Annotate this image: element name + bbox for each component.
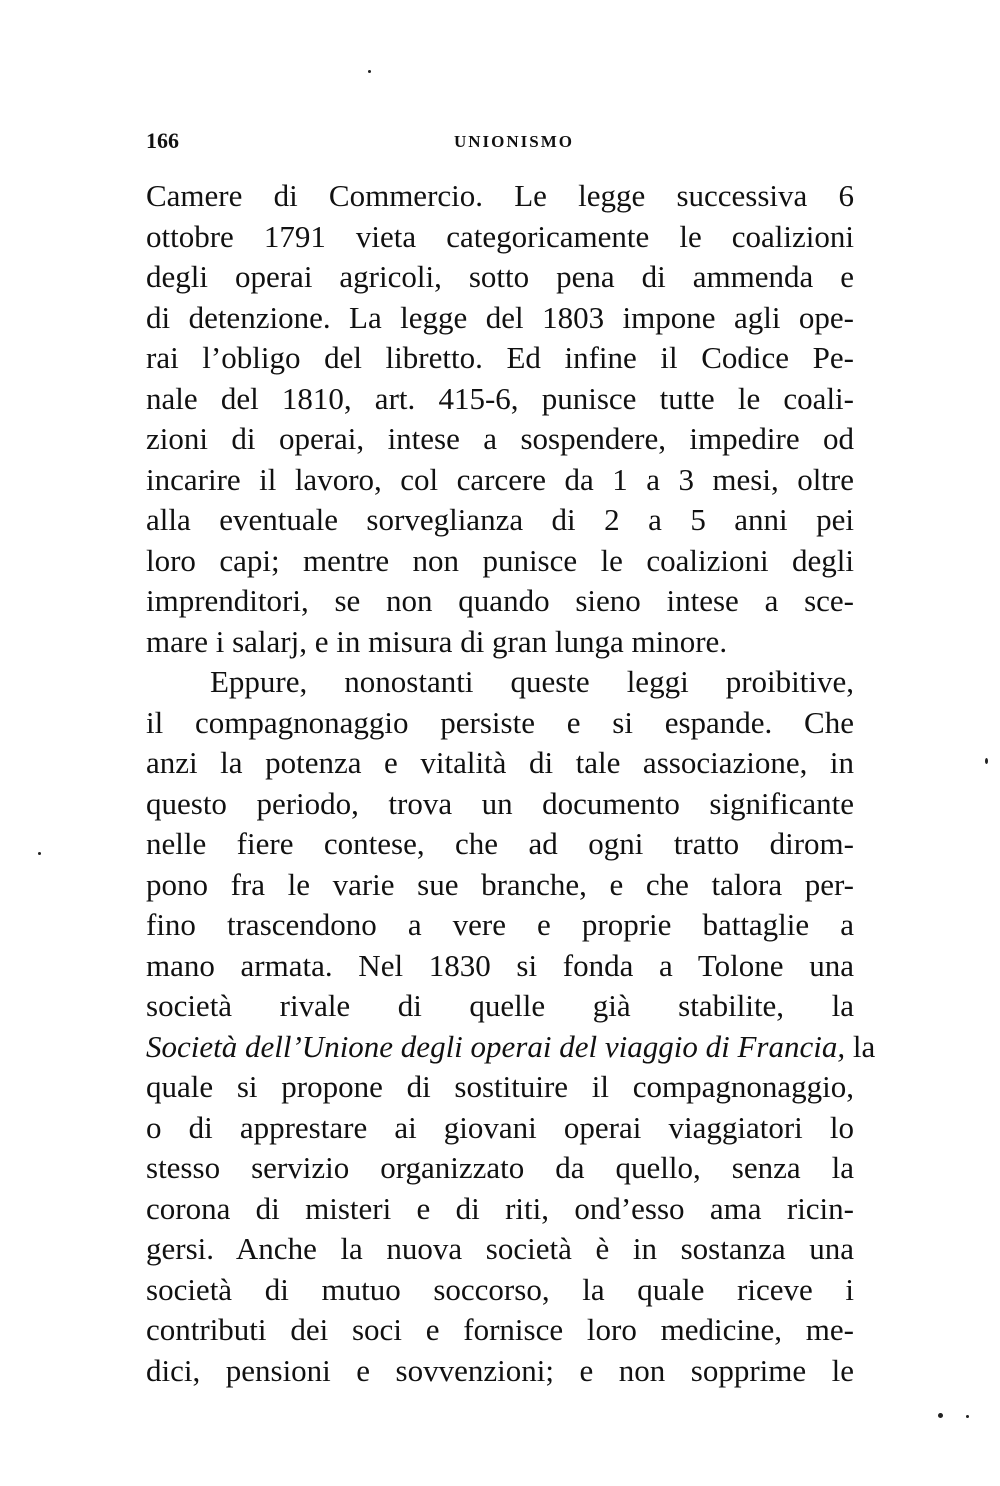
text-line: società rivale di quelle già stabilite, la [146, 988, 854, 1023]
text-line: nale del 1810, art. 415-6, punisce tutte le coali- [146, 380, 854, 416]
text-line: zioni di operai, intese a sospendere, impedire od [146, 421, 854, 456]
text-line: contributi dei soci e fornisce loro medicine, me- [146, 1312, 854, 1347]
ink-speck [985, 758, 988, 764]
ink-speck [938, 1413, 943, 1418]
text-line: mare i salarj, e in misura di gran lunga minore. [146, 623, 728, 659]
running-head: UNIONISMO [454, 132, 575, 151]
text-fragment: la [852, 1028, 876, 1064]
body-text [146, 176, 876, 1391]
text-line: mano armata. Nel 1830 si fonda a Tolone una [146, 947, 854, 983]
text-line: degli operai agricoli, sotto pena di ammenda e [146, 259, 854, 294]
page-header [146, 128, 854, 158]
text-line: incarire il lavoro, col carcere da 1 a 3 mesi, oltre [146, 461, 854, 497]
text-line: ottobre 1791 vieta categoricamente le coalizioni [146, 218, 854, 254]
text-line: rai l’obligo del libretto. Ed infine il Codice Pe- [146, 340, 854, 375]
text-line: pono fra le varie sue branche, e che talora per- [146, 866, 854, 902]
text-line: anzi la potenza e vitalità di tale associazione, in [146, 745, 854, 780]
text-line: stesso servizio organizzato da quello, senza la [146, 1150, 854, 1185]
text-line: o di apprestare ai giovani operai viaggiatori lo [146, 1109, 854, 1145]
text-line: dici, pensioni e sovvenzioni; e non sopprime le [146, 1352, 854, 1388]
italic-title-line [146, 1027, 876, 1068]
text-line: il compagnonaggio persiste e si espande. Che [146, 704, 854, 740]
paragraph-first-line: Eppure, nonostanti queste leggi proibitive, [210, 664, 854, 699]
text-line: Camere di Commercio. Le legge successiva 6 [146, 178, 854, 213]
text-line: fino trascendono a vere e proprie battaglie a [146, 907, 854, 942]
page-number: 166 [146, 128, 179, 153]
text-line: nelle fiere contese, che ad ogni tratto dirom- [146, 826, 854, 861]
text-line: questo periodo, trova un documento significante [146, 785, 854, 821]
ink-speck [368, 70, 371, 73]
text-line: gersi. Anche la nuova società è in sostanza una [146, 1231, 854, 1266]
text-line: loro capi; mentre non punisce le coalizioni degli [146, 542, 854, 578]
text-line: imprenditori, se non quando sieno intese a sce- [146, 583, 854, 618]
text-line: quale si propone di sostituire il compagnonaggio, [146, 1069, 854, 1104]
ink-speck [38, 852, 41, 855]
text-line: corona di misteri e di riti, ond’esso ama ricin- [146, 1190, 854, 1226]
ink-speck [966, 1415, 969, 1418]
italic-title: Società dell’Unione degli operai del viaggio di Francia, [146, 1028, 846, 1064]
text-line: società di mutuo soccorso, la quale riceve i [146, 1271, 854, 1307]
text-line: alla eventuale sorveglianza di 2 a 5 anni pei [146, 502, 854, 537]
text-line: di detenzione. La legge del 1803 impone agli ope- [146, 299, 854, 335]
